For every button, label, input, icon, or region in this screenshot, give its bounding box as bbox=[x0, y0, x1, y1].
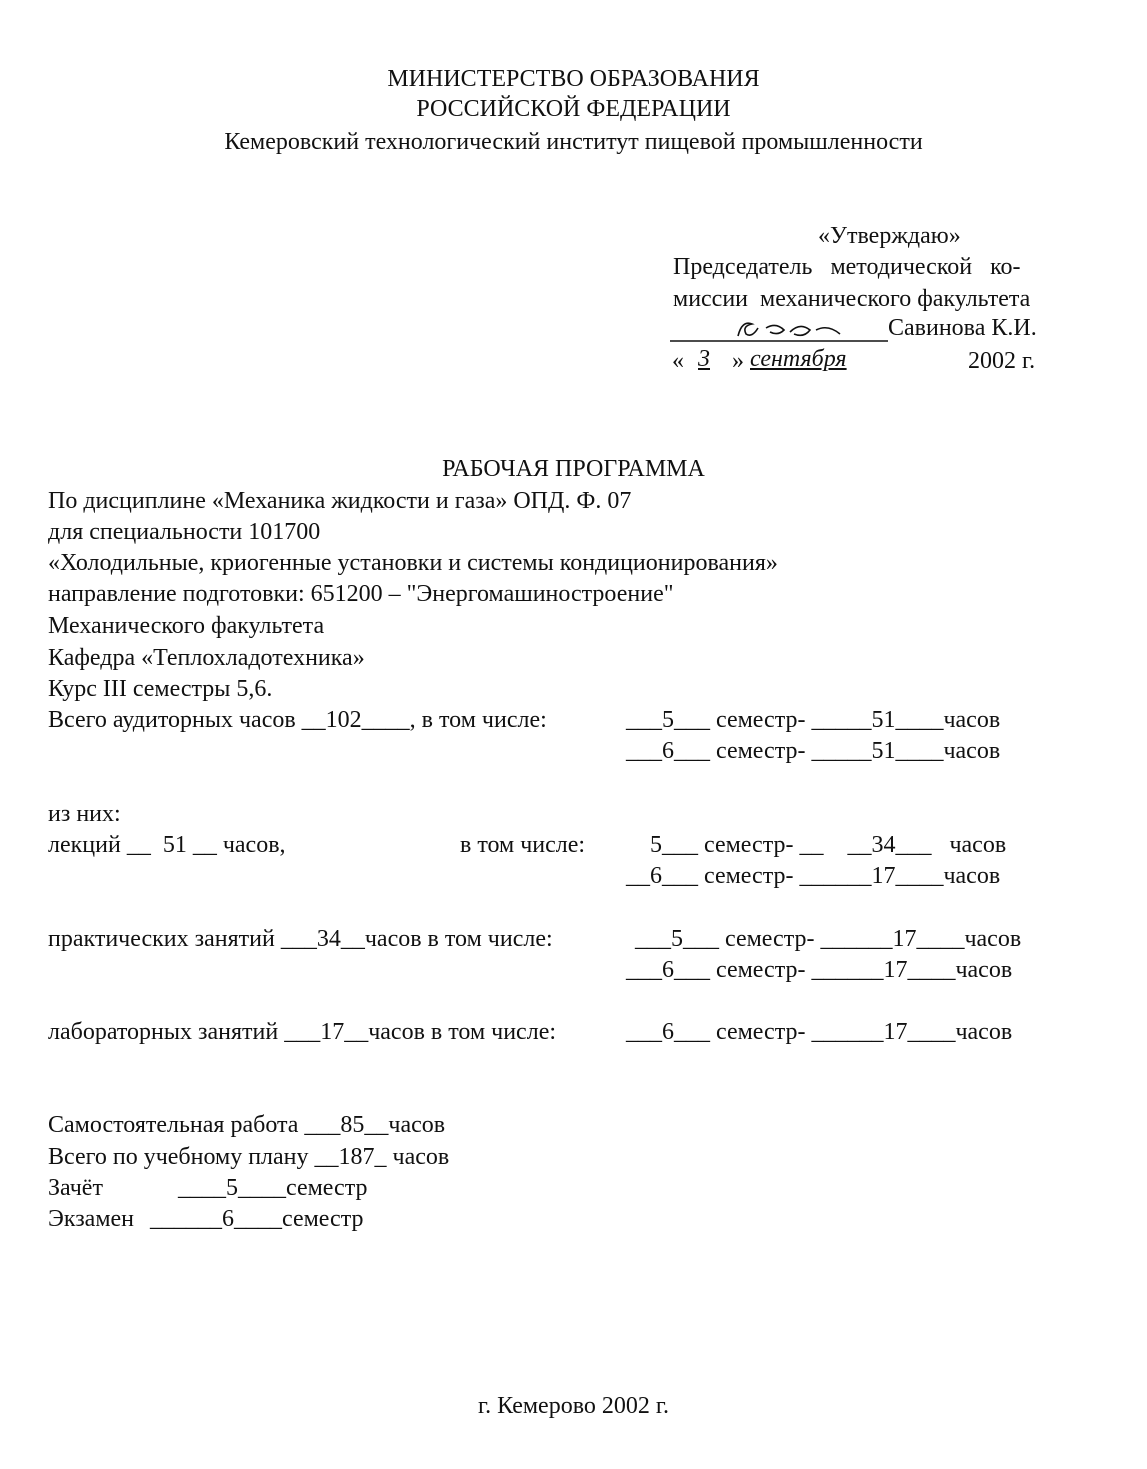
total-plan-hours: Всего по учебному плану __187_ часов bbox=[48, 1144, 450, 1170]
approval-chairman: Председатель методической ко- bbox=[673, 254, 1021, 280]
total-hours: Всего аудиторных часов __102____, в том числе: bbox=[48, 707, 547, 733]
lectures-sem5: 5___ семестр- __ __34___ часов bbox=[650, 832, 1007, 858]
program-discipline: По дисциплине «Механика жидкости и газа» ОПД. Ф. 07 bbox=[48, 488, 632, 514]
lectures-sem6: __6___ семестр- ______17____часов bbox=[626, 863, 1001, 889]
program-course: Курс III семестры 5,6. bbox=[48, 676, 273, 702]
signature-image bbox=[670, 312, 890, 344]
lectures-hours: лекций __ 51 __ часов, bbox=[48, 832, 286, 858]
institute-line: Кемеровский технологический институт пищевой промышленности bbox=[224, 129, 923, 155]
program-specialty: для специальности 101700 bbox=[48, 519, 321, 545]
credit-semester: ____5____семестр bbox=[178, 1175, 368, 1201]
program-direction: направление подготовки: 651200 – "Энергомашиностроение" bbox=[48, 581, 674, 607]
total-hours-sem6: ___6___ семестр- _____51____часов bbox=[626, 738, 1001, 764]
approval-title: «Утверждаю» bbox=[818, 223, 961, 249]
practical-hours: практических занятий ___34__часов в том числе: bbox=[48, 926, 553, 952]
approval-commission: миссии механического факультета bbox=[673, 286, 1031, 312]
of-them-label: из них: bbox=[48, 801, 121, 827]
approval-signer: Савинова К.И. bbox=[888, 315, 1037, 341]
footer-place-year: г. Кемерово 2002 г. bbox=[477, 1393, 670, 1419]
program-title: РАБОЧАЯ ПРОГРАММА bbox=[442, 456, 705, 482]
total-hours-sem5: ___5___ семестр- _____51____часов bbox=[626, 707, 1001, 733]
practical-sem6: ___6___ семестр- ______17____часов bbox=[626, 957, 1013, 983]
lab-hours: лабораторных занятий ___17__часов в том числе: bbox=[48, 1019, 557, 1045]
exam-semester: ______6____семестр bbox=[150, 1206, 364, 1232]
date-open-quote: « bbox=[672, 348, 684, 374]
credit-label: Зачёт bbox=[48, 1175, 103, 1201]
program-department: Кафедра «Теплохладотехника» bbox=[48, 645, 365, 671]
self-work-hours: Самостоятельная работа ___85__часов bbox=[48, 1112, 446, 1138]
date-close-quote: » bbox=[732, 348, 744, 374]
ministry-line: МИНИСТЕРСТВО ОБРАЗОВАНИЯ bbox=[387, 66, 760, 92]
date-year: 2002 г. bbox=[968, 348, 1036, 374]
date-day: 3 bbox=[698, 346, 710, 372]
program-faculty: Механического факультета bbox=[48, 613, 325, 639]
date-month: сентября bbox=[750, 346, 847, 372]
lectures-including: в том числе: bbox=[460, 832, 586, 858]
lab-sem6: ___6___ семестр- ______17____часов bbox=[626, 1019, 1013, 1045]
exam-label: Экзамен bbox=[48, 1206, 135, 1232]
practical-sem5: ___5___ семестр- ______17____часов bbox=[635, 926, 1022, 952]
program-specialty-name: «Холодильные, криогенные установки и системы кондиционирования» bbox=[48, 550, 778, 576]
federation-line: РОССИЙСКОЙ ФЕДЕРАЦИИ bbox=[416, 96, 731, 122]
